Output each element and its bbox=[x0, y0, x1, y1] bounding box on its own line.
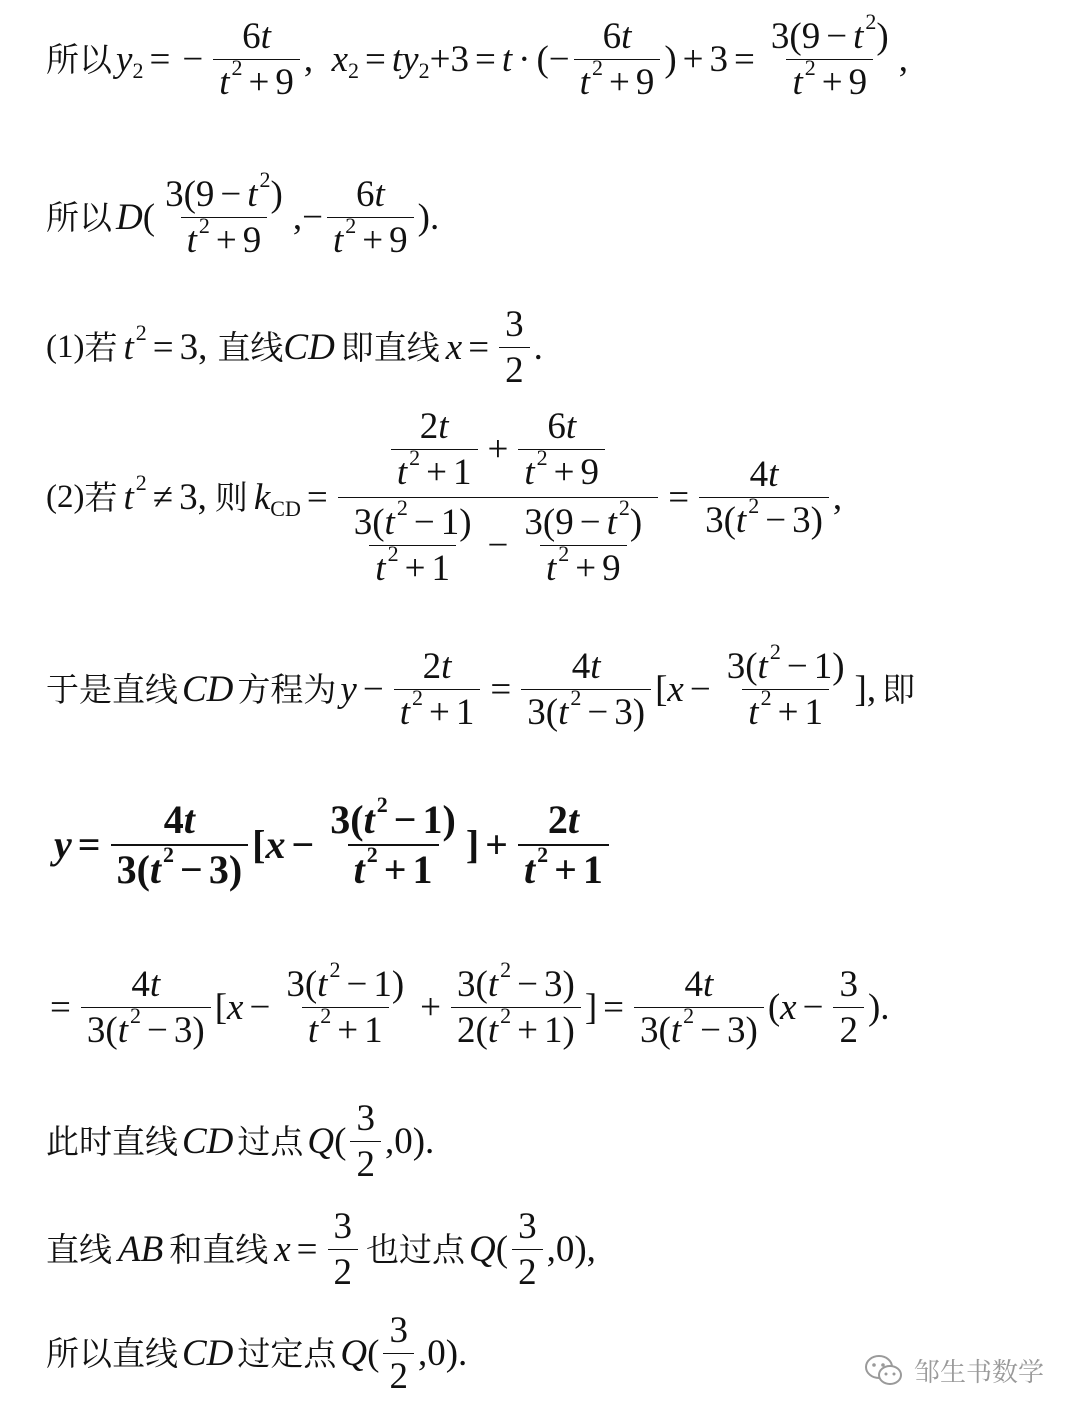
text-zhixian-4: 直线 bbox=[112, 1334, 178, 1373]
label-CD-2: CD bbox=[182, 669, 234, 710]
watermark bbox=[864, 1352, 1044, 1389]
text-cishi: 此时直线 bbox=[46, 1122, 178, 1161]
text-zhixian-2: 直线 bbox=[373, 328, 440, 367]
label-Q-2: Q bbox=[469, 1229, 496, 1270]
text-ruo-2: 若 bbox=[84, 478, 118, 517]
k-subscript: CD bbox=[270, 495, 301, 521]
label-CD-4: CD bbox=[182, 1333, 234, 1374]
text-zhixian-3: 直线 bbox=[46, 1230, 112, 1269]
label-AB: AB bbox=[118, 1229, 164, 1270]
label-Q-3: Q bbox=[340, 1333, 368, 1374]
equation-line-2: 所以 D ( 3(9 − t 2 ) t 2 + 9 ,− 6 t t 2 + 9 ). bbox=[46, 166, 440, 261]
equation-line-1: 所以 y 2 = − 6 t t 2 + 9 , x 2 = ty 2 +3 = t · (− 6 t t 2 + 9 ) + 3 = 3(9 − t 2 ) t 2 + 9 , bbox=[46, 8, 908, 103]
text-zhixian: 直线 bbox=[217, 328, 284, 367]
text-fangchengwei: 方程为 bbox=[237, 670, 337, 709]
text-ji: 即 bbox=[340, 328, 374, 367]
text-suoyi-2: 所以 bbox=[46, 198, 112, 237]
text-ze: 则 bbox=[214, 478, 248, 517]
equation-line-4: (2) 若 t 2 ≠ 3, 则 k CD = 2 t t 2 + 1 + 6 t t 2 + 9 3( t 2 − 1) t 2 + 1 − 3(9 − t 2 ) t 2 + 9 = 4 t 3( t 2 − 3) , bbox=[46, 406, 843, 589]
text-guodian: 过点 bbox=[237, 1122, 304, 1161]
text-he: 和直线 bbox=[169, 1230, 269, 1269]
equation-line-8: 此时直线 CD 过点 Q ( $\frac{3}{2}$ ,0). bbox=[46, 1098, 435, 1185]
equation-line-3: (1) 若 t 2 = 3, 直线 CD 即 直线 x = $\frac{3}{2}$ . bbox=[46, 304, 543, 391]
watermark-text: 邹生书数学 bbox=[913, 1358, 1044, 1388]
label-CD: CD bbox=[283, 327, 335, 368]
equation-line-10: 所以 直线 CD 过定点 Q ( $\frac{3}{2}$ ,0). bbox=[46, 1310, 468, 1397]
equation-line-7: = 4 t 3( t 2 − 3) [ x − 3( t 2 − 1) t 2 + 1 + 3( t 2 − 3) 2( t 2 + 1) ] = 4 t 3( t 2 − 3) ( x − $\frac{3}{2}$ ). bbox=[50, 956, 890, 1051]
text-suoyi: 所以 bbox=[46, 40, 112, 79]
text-yeguodian: 也过点 bbox=[366, 1230, 466, 1269]
wechat-icon bbox=[864, 1354, 904, 1388]
label-CD-3: CD bbox=[182, 1121, 234, 1162]
text-suoyi-3: 所以 bbox=[46, 1334, 112, 1373]
case-1-label: (1) bbox=[46, 329, 85, 365]
equation-line-5: 于是直线 CD 方程为 y − 2 t t 2 + 1 = 4 t 3( t 2 − 3) [ x − 3( t 2 − 1) t 2 + 1 ], 即 bbox=[46, 638, 916, 733]
equation-line-6: y = 4 t 3( t 2 − 3) [ x − 3( t 2 − 1) t 2 + 1 ] + 2 t t 2 + 1 bbox=[54, 800, 613, 890]
case-2-label: (2) bbox=[46, 479, 85, 515]
equation-line-9: 直线 AB 和直线 x = $\frac{3}{2}$ 也过点 Q ( $\frac{3}{2}$ ,0), bbox=[46, 1206, 596, 1293]
label-Q: Q bbox=[307, 1121, 335, 1162]
text-yushi: 于是直线 bbox=[46, 670, 178, 709]
text-guodingdian: 过定点 bbox=[237, 1334, 337, 1373]
text-ji-2: 即 bbox=[882, 670, 916, 709]
label-D: D bbox=[116, 197, 143, 238]
text-ruo: 若 bbox=[84, 328, 118, 367]
